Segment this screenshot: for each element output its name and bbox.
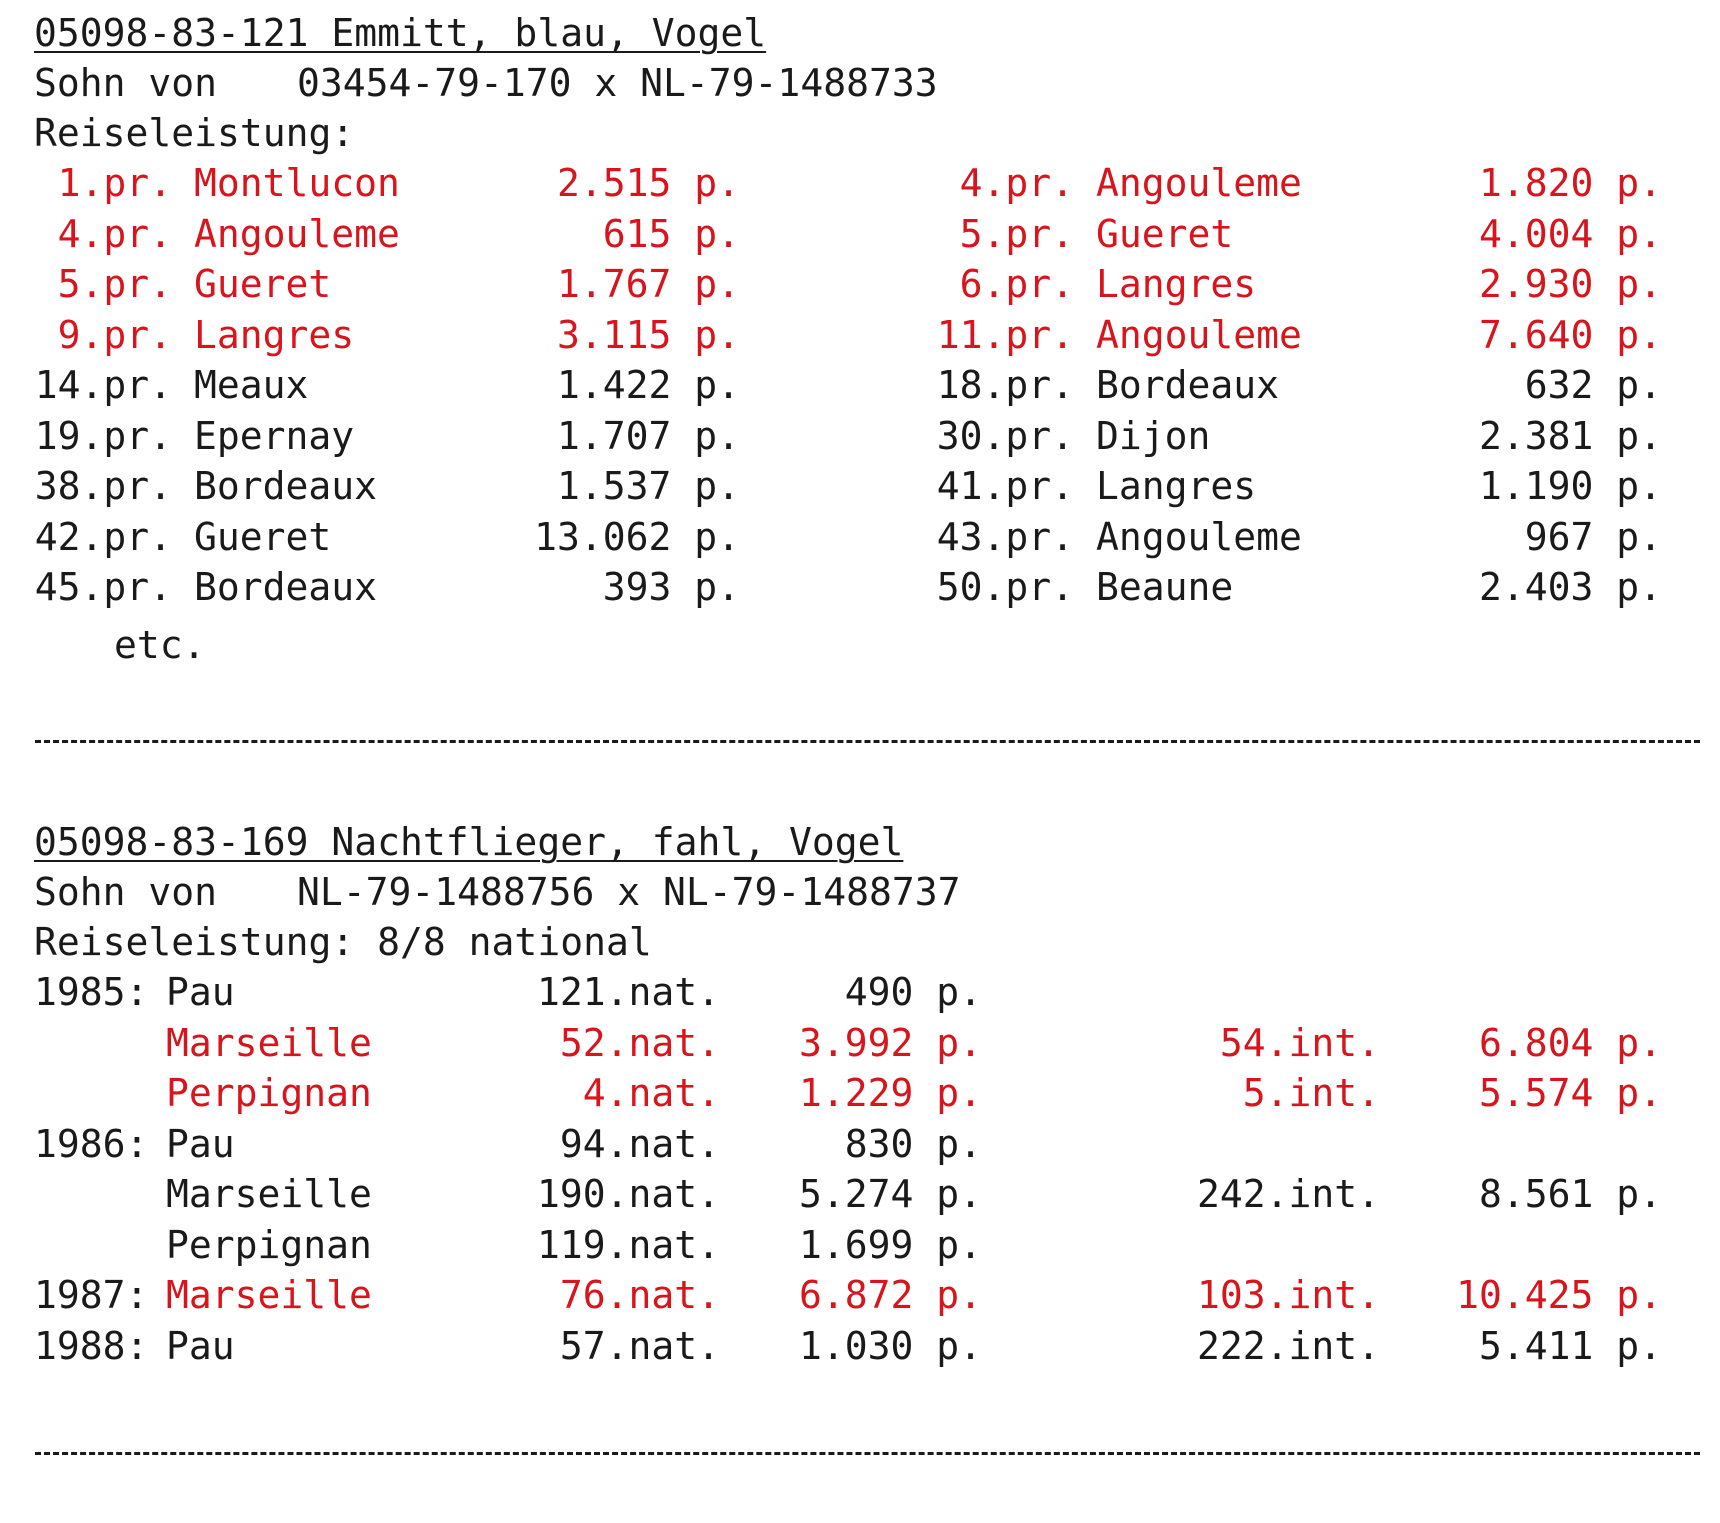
bird1-performance-label: Reiseleistung: xyxy=(34,111,355,155)
bird1-parents: 03454-79-170 x NL-79-1488733 xyxy=(297,61,938,105)
result-birds: 7.640 p. xyxy=(1478,312,1662,357)
result-race: Angouleme xyxy=(1096,161,1302,205)
result-race: Perpignan xyxy=(166,1222,372,1267)
bird1-etc: etc. xyxy=(114,623,206,667)
result-place: 5.pr. xyxy=(959,211,1074,256)
result-birds: 4.004 p. xyxy=(1478,211,1662,256)
result-row xyxy=(0,259,1720,309)
result-row xyxy=(0,360,1720,410)
result-row xyxy=(0,158,1720,208)
result-race: Gueret xyxy=(1096,211,1234,256)
result-place: 50.pr. xyxy=(936,565,1074,609)
result-national-place: 121.nat. xyxy=(536,970,720,1014)
result-race: Langres xyxy=(1096,262,1257,306)
result-year: 1985: xyxy=(34,970,149,1014)
result-national-birds: 1.229 p. xyxy=(798,1071,982,1115)
result-row xyxy=(0,562,1720,612)
result-national-place: 57.nat. xyxy=(559,1323,720,1368)
result-race: Beaune xyxy=(1096,565,1234,609)
result-place: 43.pr. xyxy=(936,514,1074,559)
result-race: Bordeaux xyxy=(194,565,378,609)
result-international-place: 242.int. xyxy=(1196,1172,1380,1216)
result-international-place: 103.int. xyxy=(1196,1273,1380,1317)
result-international-birds: 6.804 p. xyxy=(1478,1020,1662,1065)
result-birds: 1.707 p. xyxy=(556,413,740,458)
result-race: Gueret xyxy=(194,262,332,306)
result-race: Perpignan xyxy=(166,1071,372,1115)
result-row xyxy=(0,209,1720,259)
bird1-title: 05098-83-121 Emmitt, blau, Vogel xyxy=(34,11,767,55)
result-row xyxy=(0,1220,1720,1270)
bird2-parents-label: Sohn von xyxy=(34,870,218,914)
result-birds: 632 p. xyxy=(1524,363,1662,407)
result-national-place: 119.nat. xyxy=(536,1222,720,1267)
result-place: 42.pr. xyxy=(34,514,172,559)
result-place: 1.pr. xyxy=(57,161,172,205)
result-national-birds: 830 p. xyxy=(844,1121,982,1166)
result-international-place: 5.int. xyxy=(1242,1071,1380,1115)
result-row xyxy=(0,1270,1720,1320)
result-place: 41.pr. xyxy=(936,464,1074,508)
result-international-birds xyxy=(1400,1220,1662,1270)
section-divider xyxy=(35,1452,1700,1457)
result-birds: 2.381 p. xyxy=(1478,413,1662,458)
result-birds: 967 p. xyxy=(1524,514,1662,559)
result-year: 1988: xyxy=(34,1323,149,1368)
result-race: Marseille xyxy=(166,1172,372,1216)
result-row xyxy=(0,1169,1720,1219)
result-birds: 1.190 p. xyxy=(1478,464,1662,508)
result-place: 45.pr. xyxy=(34,565,172,609)
result-international-birds xyxy=(1400,1119,1662,1169)
result-international-birds: 5.411 p. xyxy=(1478,1323,1662,1368)
result-row xyxy=(0,967,1720,1017)
result-birds: 1.767 p. xyxy=(556,262,740,306)
result-national-place: 94.nat. xyxy=(559,1121,720,1166)
result-race: Epernay xyxy=(194,413,355,458)
bird2-title: 05098-83-169 Nachtflieger, fahl, Vogel xyxy=(34,820,904,864)
section-divider xyxy=(35,740,1700,745)
result-row xyxy=(0,411,1720,461)
result-place: 4.pr. xyxy=(57,211,172,256)
result-race: Meaux xyxy=(194,363,309,407)
result-birds: 615 p. xyxy=(602,211,740,256)
bird1-parents-label: Sohn von xyxy=(34,61,218,105)
result-international-birds: 5.574 p. xyxy=(1478,1071,1662,1115)
result-race: Pau xyxy=(166,1121,235,1166)
result-race: Angouleme xyxy=(194,211,400,256)
result-international-place xyxy=(1140,1220,1380,1270)
result-national-birds: 3.992 p. xyxy=(798,1020,982,1065)
bird2-parents: NL-79-1488756 x NL-79-1488737 xyxy=(297,870,961,914)
result-place: 19.pr. xyxy=(34,413,172,458)
result-birds: 13.062 p. xyxy=(534,514,740,559)
result-year: 1986: xyxy=(34,1121,149,1166)
result-race: Pau xyxy=(166,1323,235,1368)
result-race: Bordeaux xyxy=(1096,363,1280,407)
bird2-performance-label: Reiseleistung: 8/8 national xyxy=(34,920,652,964)
result-birds: 2.403 p. xyxy=(1478,565,1662,609)
result-row xyxy=(0,461,1720,511)
result-national-place: 76.nat. xyxy=(559,1273,720,1317)
result-place: 4.pr. xyxy=(959,161,1074,205)
result-national-birds: 1.699 p. xyxy=(798,1222,982,1267)
result-row xyxy=(0,512,1720,562)
result-place: 9.pr. xyxy=(57,312,172,357)
result-place: 14.pr. xyxy=(34,363,172,407)
result-race: Marseille xyxy=(166,1273,372,1317)
result-birds: 3.115 p. xyxy=(556,312,740,357)
result-international-birds: 10.425 p. xyxy=(1456,1273,1662,1317)
result-row xyxy=(0,1068,1720,1118)
result-birds: 1.820 p. xyxy=(1478,161,1662,205)
result-birds: 1.537 p. xyxy=(556,464,740,508)
result-race: Gueret xyxy=(194,514,332,559)
result-birds: 393 p. xyxy=(602,565,740,609)
result-national-place: 190.nat. xyxy=(536,1172,720,1216)
result-international-place: 54.int. xyxy=(1219,1020,1380,1065)
result-race: Angouleme xyxy=(1096,514,1302,559)
result-national-birds: 6.872 p. xyxy=(798,1273,982,1317)
result-row xyxy=(0,310,1720,360)
result-national-birds: 1.030 p. xyxy=(798,1323,982,1368)
result-place: 18.pr. xyxy=(936,363,1074,407)
result-race: Montlucon xyxy=(194,161,400,205)
result-year: 1987: xyxy=(34,1273,149,1317)
result-row xyxy=(0,1119,1720,1169)
result-birds: 1.422 p. xyxy=(556,363,740,407)
result-race: Langres xyxy=(194,312,355,357)
result-place: 11.pr. xyxy=(936,312,1074,357)
result-race: Pau xyxy=(166,970,235,1014)
result-international-place: 222.int. xyxy=(1196,1323,1380,1368)
result-race: Bordeaux xyxy=(194,464,378,508)
result-row xyxy=(0,1018,1720,1068)
result-international-place xyxy=(1140,967,1380,1017)
result-row xyxy=(0,1321,1720,1371)
result-national-birds: 5.274 p. xyxy=(798,1172,982,1216)
result-place: 30.pr. xyxy=(936,413,1074,458)
result-place: 5.pr. xyxy=(57,262,172,306)
result-international-birds xyxy=(1400,967,1662,1017)
result-race: Angouleme xyxy=(1096,312,1302,357)
result-birds: 2.515 p. xyxy=(556,161,740,205)
result-race: Marseille xyxy=(166,1020,372,1065)
result-place: 6.pr. xyxy=(959,262,1074,306)
result-national-birds: 490 p. xyxy=(844,970,982,1014)
result-international-birds: 8.561 p. xyxy=(1478,1172,1662,1216)
result-race: Langres xyxy=(1096,464,1257,508)
result-place: 38.pr. xyxy=(34,464,172,508)
result-national-place: 52.nat. xyxy=(559,1020,720,1065)
result-international-place xyxy=(1140,1119,1380,1169)
result-race: Dijon xyxy=(1096,413,1211,458)
result-national-place: 4.nat. xyxy=(582,1071,720,1115)
result-birds: 2.930 p. xyxy=(1478,262,1662,306)
